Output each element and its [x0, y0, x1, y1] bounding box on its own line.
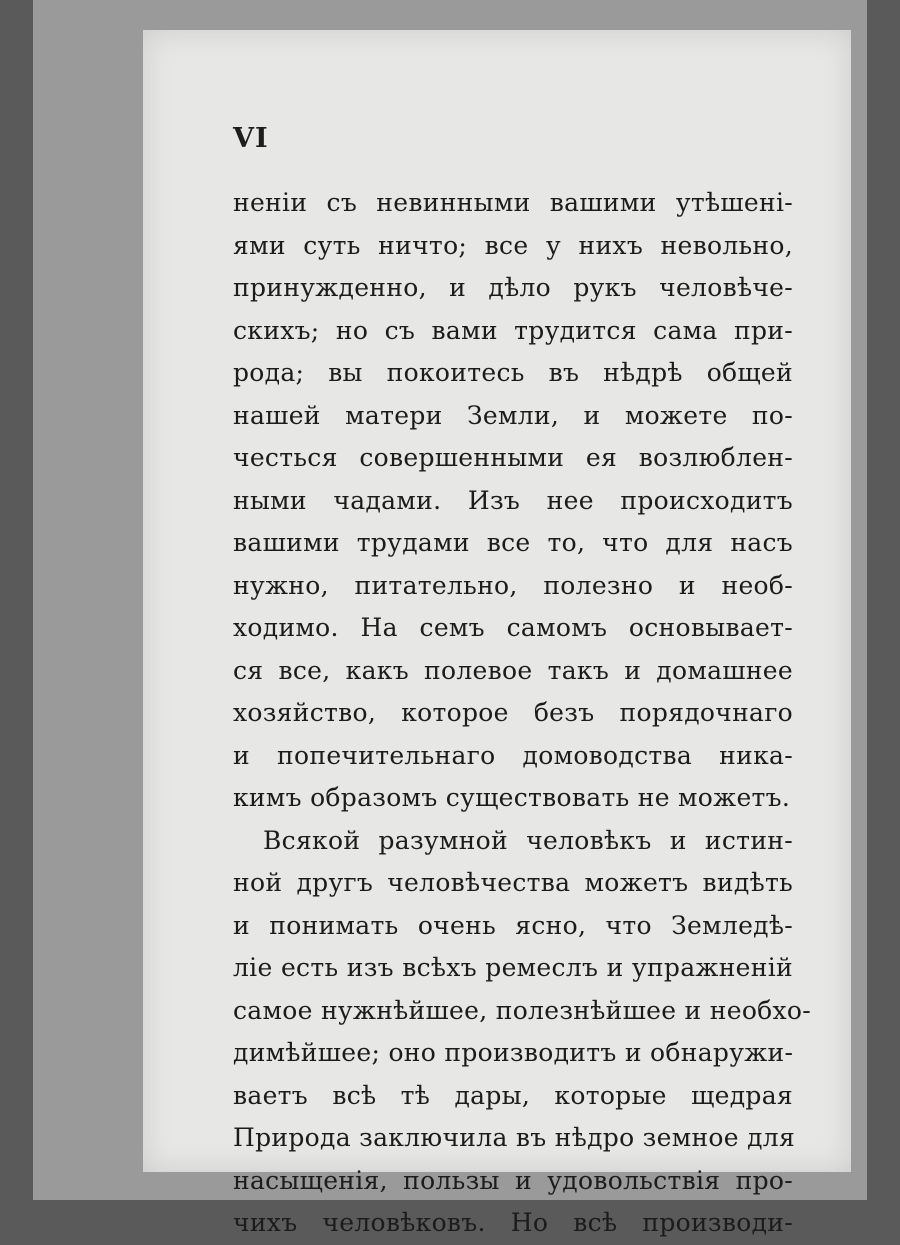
text-line: Всякой разумной человѣкъ и истин- — [263, 825, 793, 855]
text-line: ходимо. На семъ самомъ основывает- — [233, 613, 793, 642]
text-line: нужно, питательно, полезно и необ- — [233, 570, 793, 600]
text-line: Природа заключила въ нѣдро земное для — [233, 1123, 796, 1152]
text-line: рода; вы покоитесь въ нѣдрѣ общей — [233, 358, 793, 387]
text-line: ліе есть изъ всѣхъ ремеслъ и упражненій — [233, 953, 793, 982]
body-text — [233, 182, 812, 1245]
text-line: ной другъ человѣчества можетъ видѣть — [233, 868, 793, 897]
text-line: самое нужнѣйшее, полезнѣйшее и необхо- — [233, 995, 812, 1025]
text-line: честься совершенными ея возлюблен- — [233, 443, 793, 472]
text-line: димѣйшее; оно производитъ и обнаружи- — [233, 1038, 794, 1067]
text-line: ными чадами. Изъ нее происходитъ — [233, 485, 793, 515]
text-line: хозяйство, которое безъ порядочнаго — [233, 698, 793, 727]
text-line: насыщенія, пользы и удовольствія про- — [233, 1165, 793, 1195]
text-line: ваетъ всѣ тѣ дары, которые щедрая — [233, 1080, 793, 1110]
text-line: скихъ; но съ вами трудится сама при- — [233, 315, 793, 345]
text-line: чихъ человѣковъ. Но всѣ производи- — [233, 1208, 793, 1237]
text-line: ся все, какъ полевое такъ и домашнее — [233, 655, 793, 685]
text-line: и попечительнаго домоводства ника- — [233, 740, 793, 770]
text-line: и понимать очень ясно, что Земледѣ- — [233, 910, 793, 940]
text-line: вашими трудами все то, что для насъ — [233, 528, 793, 557]
page-number: VI — [233, 123, 269, 154]
text-line: принужденно, и дѣло рукъ человѣче- — [233, 273, 793, 302]
text-line: кимъ образомъ существовать не можетъ. — [233, 783, 791, 812]
book-page — [143, 30, 851, 1237]
text-line: неніи съ невинными вашими утѣшені- — [233, 188, 793, 217]
text-line: ями суть ничто; все у нихъ невольно, — [233, 230, 793, 260]
scan-frame — [33, 0, 867, 1237]
text-line: нашей матери Земли, и можете по- — [233, 400, 793, 430]
